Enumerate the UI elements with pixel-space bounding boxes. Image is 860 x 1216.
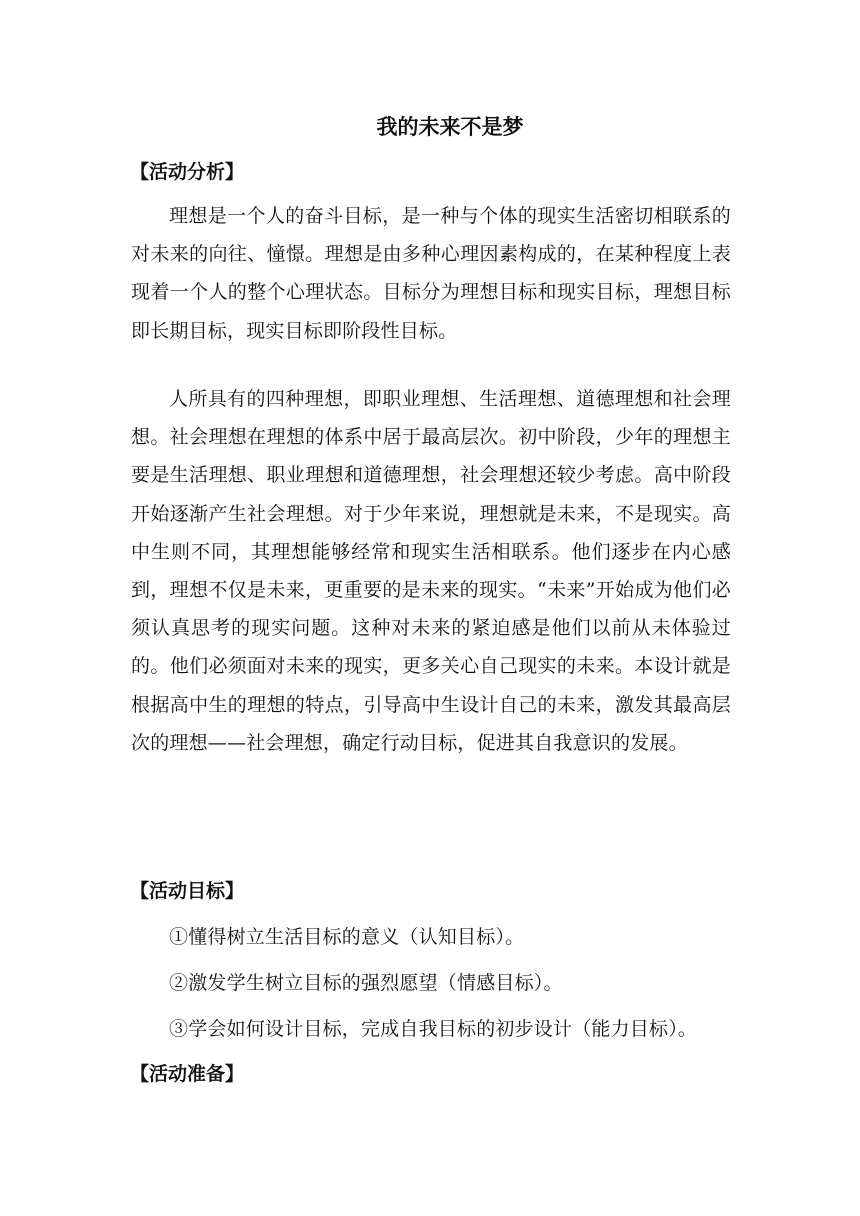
goal-item-emotional: ②激发学生树立目标的强烈愿望（情感目标）。 [169,972,563,994]
section-heading-goals: 【活动目标】 [130,880,245,902]
document-title: 我的未来不是梦 [376,114,524,139]
goal-item-cognitive: ①懂得树立生活目标的意义（认知目标）。 [169,926,525,948]
analysis-paragraph-2: 人所具有的四种理想，即职业理想、生活理想、道德理想和社会理想。社会理想在理想的体系中居于最高层次。初中阶段，少年的理想主要是生活理想、职业理想和道德理想，社会理想还较少考虑。高中阶段开始逐渐产生社会理想。对于少年来说，理想就是未来，不是现实。高中生则不同，其理想能够经常和现实生活相联系。他们逐步在内心感到，理想不仅是未来，更重要的是未来的现实。“未来”开始成为他们必须认真思考的现实问题。这种对未来的紧迫感是他们以前从未体验过的。他们必须面对未来的现实，更多关心自己现实的未来。本设计就是根据高中生的理想的特点，引导高中生设计自己的未来，激发其最高层次的理想——社会理想，确定行动目标，促进其自我意识的发展。 [131,388,731,754]
section-heading-analysis: 【活动分析】 [130,161,245,183]
goal-item-ability: ③学会如何设计目标，完成自我目标的初步设计（能力目标）。 [169,1018,698,1040]
section-heading-preparation: 【活动准备】 [130,1063,245,1085]
analysis-paragraph-1: 理想是一个人的奋斗目标，是一种与个体的现实生活密切相联系的对未来的向往、憧憬。理想是由多种心理因素构成的，在某种程度上表现着一个人的整个心理状态。目标分为理想目标和现实目标，理想目标即长期目标，现实目标即阶段性目标。 [131,205,731,342]
